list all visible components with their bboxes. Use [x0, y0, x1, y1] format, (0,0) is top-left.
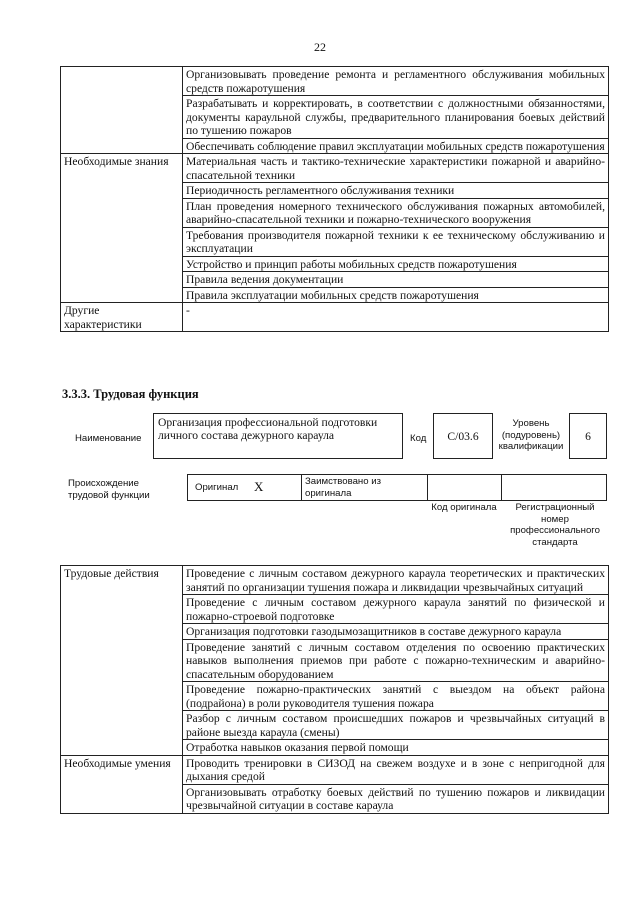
borrowed-label: Заимствовано из оригинала [305, 476, 381, 499]
table-row [61, 154, 609, 183]
table-cell: Требования производителя пожарной техники к ее техническому обслуживанию и эксплуатации [183, 227, 609, 256]
table-row [61, 566, 609, 595]
table-row [61, 755, 609, 784]
table-row [61, 67, 609, 96]
table-cell: Проведение с личным составом дежурного караула занятий по физической и пожарно-строевой подготовке [183, 595, 609, 624]
row-label: Необходимые умения [61, 755, 183, 813]
table-cell: Проводить тренировки в СИЗОД на свежем воздухе и в зоне с непригодной для дыхания средой [183, 755, 609, 784]
table-cell: Организовывать проведение ремонта и регламентного обслуживания мобильных средств пожаротушения [183, 67, 609, 96]
level-box [569, 413, 607, 459]
table-bottom [60, 565, 609, 814]
table-cell: Проведение пожарно-практических занятий с выездом на объект района (подрайона) в роли руководителя тушения пожара [183, 682, 609, 711]
table-cell: Материальная часть и тактико-технические характеристики пожарной и аварийно-спасательной техники [183, 154, 609, 183]
row-label [61, 67, 183, 154]
row-label: Другие характеристики [61, 303, 183, 332]
table-cell: Обеспечивать соблюдение правил эксплуатации мобильных средств пожаротушения [183, 138, 609, 154]
origin-row [187, 474, 607, 501]
code-box [433, 413, 493, 459]
section-heading: 3.3.3. Трудовая функция [62, 387, 199, 401]
table-cell: Периодичность регламентного обслуживания техники [183, 183, 609, 199]
table-row [61, 303, 609, 332]
original-label: Оригинал [195, 482, 239, 493]
function-name: Организация профессиональной подготовки личного состава дежурного караула [153, 413, 403, 459]
name-label: Наименование [75, 433, 142, 444]
table-cell: Проведение занятий с личным составом отделения по освоению практических навыков выполнения приемов при работе с пожарно-техническим и аварийно-спасательным оборудованием [183, 639, 609, 682]
level-value: 6 [585, 429, 591, 443]
table-cell: Правила эксплуатации мобильных средств пожаротушения [183, 287, 609, 303]
table-cell: Проведение с личным составом дежурного караула теоретических и практических занятий по организации тушения пожара и ликвидации чрезвычайных ситуаций [183, 566, 609, 595]
code-value: С/03.6 [447, 429, 479, 443]
origin-label: Происхождение трудовой функции [68, 478, 150, 501]
table-cell: - [183, 303, 609, 332]
page-number: 22 [314, 40, 326, 54]
level-label: Уровень (подуровень) квалификации [498, 418, 564, 452]
table-cell: Разбор с личным составом происшедших пожаров и чрезвычайных ситуаций в районе выезда караула (смены) [183, 711, 609, 740]
original-mark: X [254, 479, 264, 494]
table-top [60, 66, 609, 332]
table-cell: План проведения номерного технического обслуживания пожарных автомобилей, аварийно-спасательной техники и пожарно-технического вооружения [183, 198, 609, 227]
table-cell: Устройство и принцип работы мобильных средств пожаротушения [183, 256, 609, 272]
table-cell: Разрабатывать и корректировать, в соответствии с должностными обязанностями, документы караульной службы, предварительного планирования боевых действий по тушению пожаров [183, 96, 609, 139]
row-label: Трудовые действия [61, 566, 183, 756]
row-label: Необходимые знания [61, 154, 183, 303]
table-cell: Организовывать отработку боевых действий по тушению пожаров и ликвидации чрезвычайной ситуации в составе караула [183, 784, 609, 813]
table-cell: Организация подготовки газодымозащитников в составе дежурного караула [183, 624, 609, 640]
reg-number-label: Регистрационный номер профессионального стандарта [510, 502, 600, 548]
table-cell: Отработка навыков оказания первой помощи [183, 740, 609, 756]
code-original-label: Код оригинала [431, 502, 497, 513]
code-label: Код [410, 433, 427, 444]
table-cell: Правила ведения документации [183, 272, 609, 288]
